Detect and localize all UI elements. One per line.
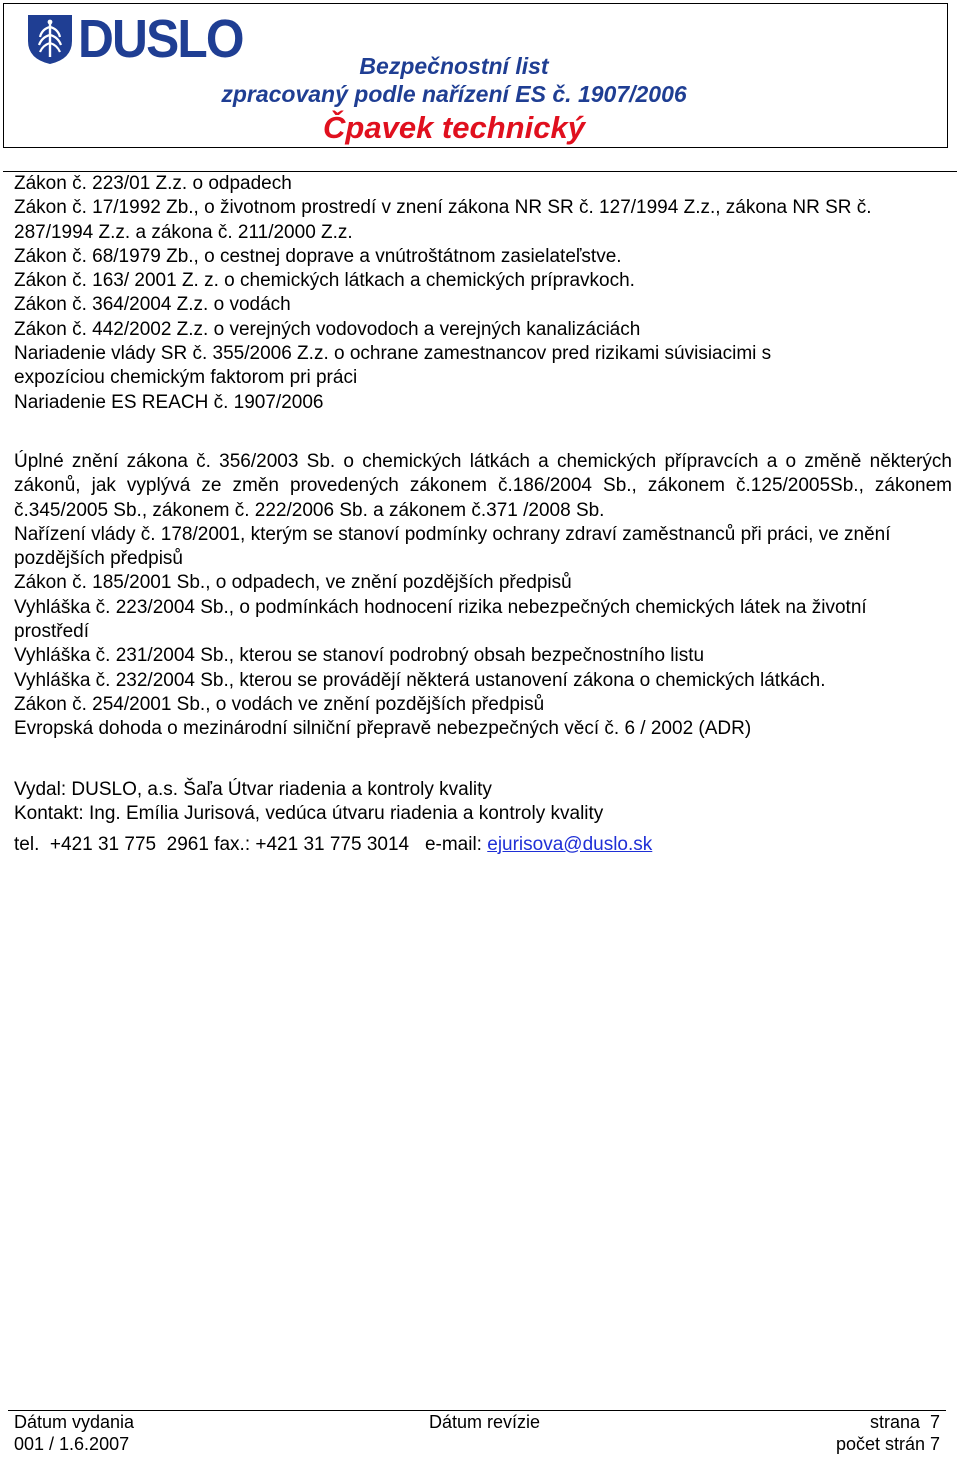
legislation-item: Vyhláška č. 223/2004 Sb., o podmínkách hodnocení rizika nebezpečných chemických látek na životní prostředí bbox=[14, 596, 867, 643]
legislation-item: Úplné znění zákona č. 356/2003 Sb. o chemických látkách a chemických přípravcích a o změně některých zákonů, jak vyplývá ze změn provedených zákonem č.186/2004 Sb., zákonem č.125/2005Sb., zákonem č.345/2005 Sb., zákonem č. 222/2006 Sb. a zákonem č.371 /2008 Sb. bbox=[14, 450, 952, 521]
legislation-item: Zákon č. 185/2001 Sb., o odpadech, ve znění pozdějších předpisů bbox=[14, 572, 572, 594]
contact-section bbox=[14, 778, 952, 857]
logo-wordmark: DUSLO bbox=[78, 9, 243, 69]
legislation-item: Nariadenie ES REACH č. 1907/2006 bbox=[14, 391, 324, 413]
phone-fax-text: tel. +421 31 775 2961 fax.: +421 31 775 3014 e-mail: bbox=[14, 833, 488, 855]
legislation-item: Zákon č. 17/1992 Zb., o životnom prostredí v znení zákona NR SR č. 127/1994 Z.z., zákona NR SR č. 287/1994 Z.z. a zákona č. 211/2000 Z.z. bbox=[14, 197, 872, 243]
document-header bbox=[3, 3, 948, 148]
issue-date-value: 001 / 1.6.2007 bbox=[14, 1434, 130, 1454]
legislation-item: Zákon č. 163/ 2001 Z. z. o chemických látkach a chemických prípravkoch. bbox=[14, 270, 635, 292]
product-name: Čpavek technický bbox=[323, 110, 585, 145]
title-block bbox=[4, 52, 904, 146]
legislation-item: Zákon č. 364/2004 Z.z. o vodách bbox=[14, 294, 291, 316]
email-link[interactable]: ejurisova@duslo.sk bbox=[487, 833, 653, 855]
contact-person-line: Kontakt: Ing. Emília Jurisová, vedúca útvaru riadenia a kontroly kvality bbox=[14, 803, 604, 825]
legislation-item: Zákon č. 68/1979 Zb., o cestnej doprave a vnútroštátnom zasielateľstve. bbox=[14, 245, 622, 267]
legislation-item: Vyhláška č. 231/2004 Sb., kterou se stanoví podrobný obsah bezpečnostního listu bbox=[14, 645, 705, 667]
revision-date-label: Dátum revízie bbox=[429, 1412, 541, 1432]
legislation-section bbox=[14, 172, 952, 742]
page-number: strana 7 bbox=[869, 1412, 940, 1432]
legislation-item: Vyhláška č. 232/2004 Sb., kterou se provádějí některá ustanovení zákona o chemických látkách. bbox=[14, 669, 826, 691]
issuer-line: Vydal: DUSLO, a.s. Šaľa Útvar riadenia a kontroly kvality bbox=[14, 779, 492, 800]
legislation-item: Zákon č. 442/2002 Z.z. o verejných vodovodoch a verejných kanalizáciách bbox=[14, 318, 641, 340]
legislation-item: Evropská dohoda o mezinárodní silniční přepravě nebezpečných věcí č. 6 / 2002 (ADR) bbox=[14, 718, 752, 740]
legislation-item: Zákon č. 254/2001 Sb., o vodách ve znění pozdějších předpisů bbox=[14, 693, 545, 715]
document-title: Bezpečnostní list bbox=[359, 53, 549, 79]
issue-date bbox=[14, 1411, 134, 1455]
phone-line bbox=[14, 833, 952, 857]
legislation-item: Nariadenie vlády SR č. 355/2006 Z.z. o ochrane zamestnancov pred rizikami súvisiacimi s expozíciou chemickým faktorom pri práci bbox=[14, 343, 772, 389]
page-info bbox=[836, 1411, 940, 1455]
issue-date-label: Dátum vydania bbox=[14, 1412, 135, 1432]
legislation-item: Zákon č. 223/01 Z.z. o odpadech bbox=[14, 173, 292, 194]
document-subtitle: zpracovaný podle nařízení ES č. 1907/2006 bbox=[221, 81, 687, 107]
page-count: počet strán 7 bbox=[835, 1434, 940, 1454]
legislation-item: Nařízení vlády č. 178/2001, kterým se stanoví podmínky ochrany zdraví zaměstnanců při práci, ve znění pozdějších předpisů bbox=[14, 523, 891, 570]
